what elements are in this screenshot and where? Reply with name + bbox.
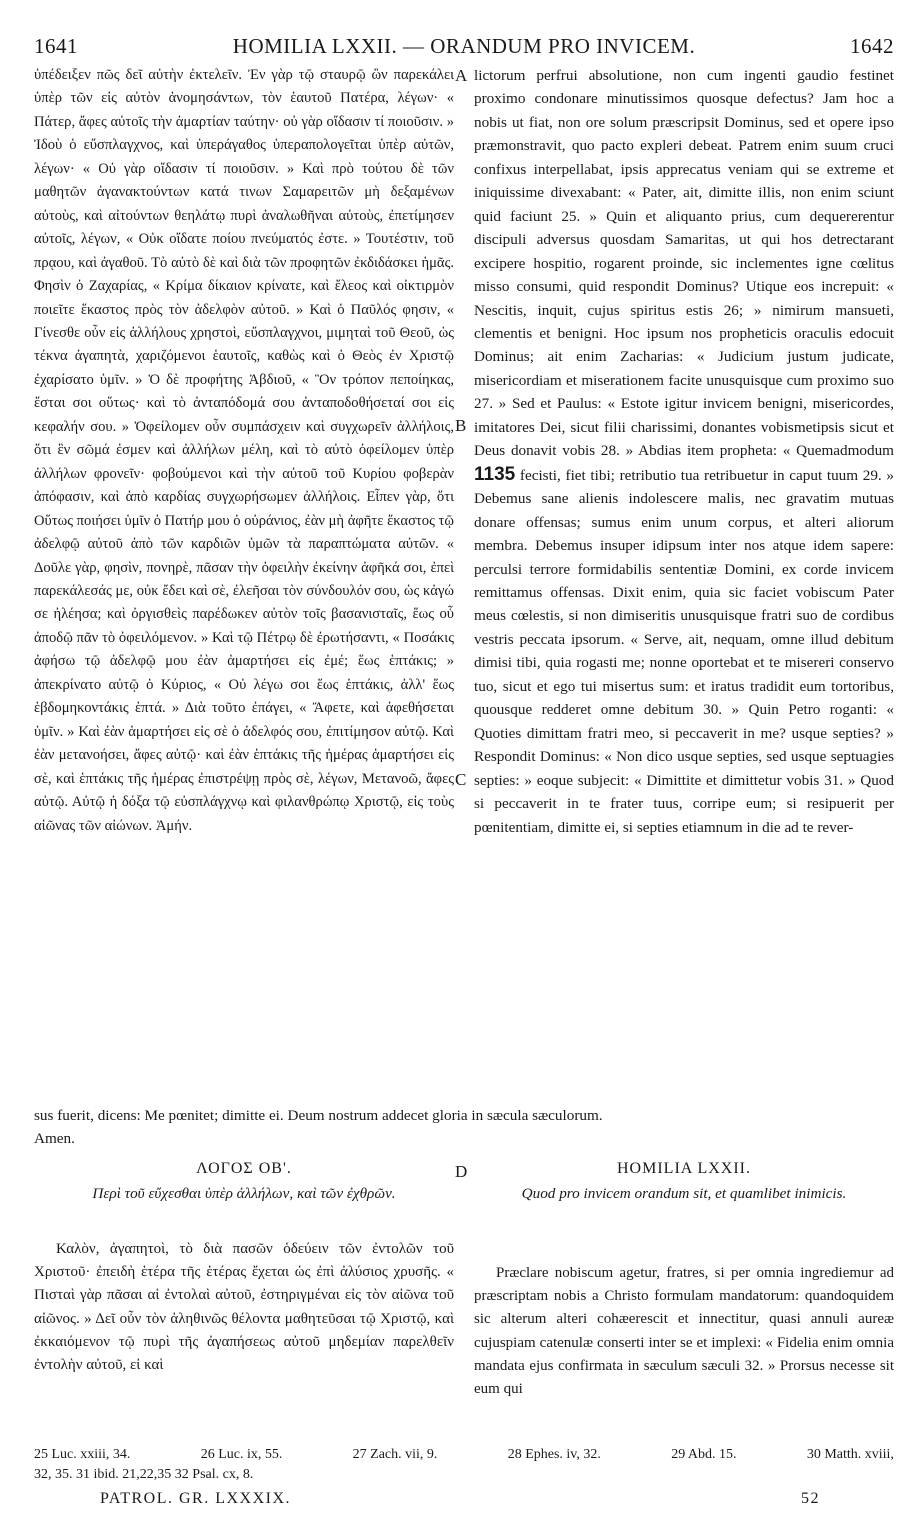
- greek-section-text: Καλὸν, ἀγαπητοὶ, τὸ διὰ πασῶν ὁδεύειν τῶν ἐντολῶν τοῦ Χριστοῦ· ἐπειδὴ ἑτέρα τῆς ἑτέρας ἔχεται ὡς ἐπὶ ἀλύσιος χρυσῆς. « Πισταὶ γὰρ πᾶσαι αἱ ἐντολαὶ αὐτοῦ, ἐστηριγμέναι εἰς τὸν αἰῶνα τοῦ αἰῶνος. » Δεῖ οὖν τὸν ἀληθινῶς θέλοντα μαθητεῦσαι τῷ Χριστῷ, καὶ ἐκκαιόμενον τῷ πυρὶ τῆς ἀγαπήσεως αὐτοῦ μηδεμίαν παρελθεῖν ἐντολὴν αὐτοῦ, εἰ καὶ: [34, 1241, 454, 1374]
- footnote: 29 Abd. 15.: [671, 1447, 737, 1462]
- page-title: HOMILIA LXXII. — ORANDUM PRO INVICEM.: [232, 34, 696, 58]
- section-marker-b: B: [455, 416, 467, 435]
- footnotes: [34, 1445, 894, 1485]
- closing-line: sus fuerit, dicens: Me pœnitet; dimitte ei. Deum nostrum addecet gloria in sæcula sæculorum.: [34, 1107, 603, 1124]
- footnote: 26 Luc. ix, 55.: [200, 1447, 283, 1462]
- section-marker-a: A: [455, 66, 468, 85]
- footnote: 30 Matth. xviii,: [806, 1447, 894, 1462]
- greek-section-heading: [34, 1160, 454, 1204]
- latin-text-part2: fecisti, fiet tibi; retributio tua retribuetur in caput tuum 29. » Debemus sane alienis indolescere malis, nec gravatim mutuas donare offensas; sumus enim unum corpus, et alteri aliorum membra. Debemus insuper idipsum inter nos atque idem sapere: perculsi terrore formidabilis sententiæ Domini, ex corde invicem remittamus offensas. Dixit enim, quia sic faciet vobiscum Pater meus cœlestis, si non dimiseritis unusquisque fratri suo de cordibus vestris peccata ipsorum. « Serve, ait, nequam, omne illud debitum dimisi tibi, quia rogasti me; nonne oportebat et te misereri conservo tuo, sicut et ego tui misertus sum: et iratus tradidit eum tortoribus, quousque redderet omne debitum 30. » Quin Petro roganti: « Quoties dimittam fratri meo, si peccaverit in me? usque septies? » Respondit Dominus: « Non dico usque septies, sed usque septuagies septies: » eoque subjecit: « Dimittite et dimittetur vobis 31. » Quod si peccaverit in te frater tuus, corripe eum; si resipuerit per pœnitentiam, dimitte ei, si septies etiamnum in die ad te rever-: [474, 466, 895, 836]
- amen: Amen.: [34, 1130, 75, 1147]
- section-marker-c: C: [455, 770, 467, 789]
- footnotes-line1: [34, 1445, 894, 1465]
- section-marker-d: D: [455, 1162, 468, 1181]
- latin-section-body: [474, 1262, 894, 1401]
- latin-text: [474, 64, 894, 839]
- greek-column: [34, 64, 454, 838]
- signature-number: 52: [801, 1490, 820, 1507]
- greek-section-body: [34, 1238, 454, 1377]
- greek-text: ὑπέδειξεν πῶς δεῖ αὐτὴν ἐκτελεῖν. Ἐν γὰρ τῷ σταυρῷ ὢν παρεκάλει ὑπὲρ τῶν εἰς αὐτὸν ἀνομησάντων, τὸν ἑαυτοῦ Πατέρα, λέγων· « Πάτερ, ἄφες αὐτοῖς τὴν ἁμαρτίαν ταύτην· οὐ γὰρ οἴδασιν τί ποιοῦσιν. » Ἰδοὺ ὁ εὔσπλαγχνος, καὶ ὑπεράγαθος ὑπεραπολογεῖται ὑπὲρ αὐτῶν, λέγων· « Οὐ γὰρ οἴδασιν τί ποιοῦσιν. » Καὶ πρὸ τούτου δὲ τῶν μαθητῶν ἀγανακτούντων κατά τινων Σαμαρειτῶν μὴ δεξαμένων αὐτοὺς, καὶ αἰτούντων θεηλάτῳ πυρὶ ἀναλωθῆναι αὐτοὺς, ἐπετίμησεν αὐτοῖς, λέγων, « Οὐκ οἴδατε ποίου πνεύματός ἐστε. » Τουτέστιν, τοῦ πρᾳου, καὶ ἀγαθοῦ. Τὸ αὐτὸ δὲ καὶ διὰ τῶν προφητῶν ἐκδιδάσκει ἡμᾶς. Φησὶν ὁ Ζαχαρίας, « Κρίμα δίκαιον κρίνατε, καὶ ἔλεος καὶ οἰκτιρμὸν ποιεῖτε ἕκαστος πρὸς τὸν ἀδελφὸν αὐτοῦ. » Καὶ ὁ Παῦλός φησιν, « Γίνεσθε οὖν εἰς ἀλλήλους χρηστοὶ, εὔσπλαγχνοι, μιμηταὶ τοῦ Θεοῦ, ὡς τέκνα ἀγαπητὰ, χαριζόμενοι ἑαυτοῖς, καθὼς καὶ ὁ Θεὸς ἐν Χριστῷ ἐχαρίσατο ὑμῖν. » Ὁ δὲ προφήτης Ἀβδιοῦ, « Ὃν τρόπον πεποίηκας, ἔσται σοι οὕτως· καὶ τὸ ἀνταπόδομά σου ἀνταποδοθήσεταί σοι εἰς κεφαλήν σου. » Ὀφείλομεν οὖν συμπάσχειν καὶ συγχωρεῖν ἀλλήλοις, ὅτι ἓν σῶμά ἐσμεν καὶ ἀλλήλων μέλη, καὶ τὸ αὐτὸ ὀφείλομεν ὑπὲρ ἀλλήλων φρονεῖν· φοβούμενοι καὶ τὴν αὐτοῦ τοῦ Κυρίου φοβερὰν ἀπόφασιν, καὶ ἀπὸ καρδίας συγχωρήσωμεν ἀλλήλοις. Εἶπεν γὰρ, ὅτι Οὕτως ποιήσει ὑμῖν ὁ Πατήρ μου ὁ οὐράνιος, ἐὰν μὴ ἀφῆτε ἕκαστος τῷ ἀδελφῷ αὐτοῦ ἀπὸ τῶν καρδιῶν ὑμῶν τὰ παραπτώματα αὐτῶν. « Δοῦλε γὰρ, φησὶν, πονηρὲ, πᾶσαν τὴν ὀφειλὴν ἐκείνην ἀφῆκά σοι, ἐπεὶ παρεκάλεσάς με, οὐκ ἔδει καὶ σὲ, ἐλεῆσαι τὸν σύνδουλόν σου, ὡς κἀγώ σε ἠλέησα; καὶ ὀργισθεὶς παρέδωκεν αὐτὸν τοῖς βασανισταῖς, ἕως οὗ ἀποδῷ πᾶν τὸ ὀφειλόμενον. » Καὶ τῷ Πέτρῳ δὲ ἐρωτήσαντι, « Ποσάκις ἀφήσω τῷ ἀδελφῷ μου ἐὰν ἁμαρτήσει εἰς ἐμέ; ἕως ἑπτάκις; » ἀπεκρίνατο αὐτῷ ὁ Κύριος, « Οὐ λέγω σοι ἕως ἑπτάκις, ἀλλ' ἕως ἑβδομηκοντάκις ἑπτά. » Διὰ τοῦτο ἐπάγει, « Ἄφετε, καὶ ἀφεθήσεται ὑμῖν. » Καὶ ἐὰν ἁμαρτήσει εἰς σὲ ὁ ἀδελφός σου, ἐπιτίμησον αὐτῷ. Καὶ ἐὰν μετανοήσει, ἄφες αὐτῷ· καὶ ἐὰν ἑπτάκις τῆς ἡμέρας ἁμαρτήσει εἰς σὲ, καὶ ἑπτάκις τῆς ἡμέρας ἐπιστρέψῃ πρὸς σὲ, λέγων, Μετανοῶ, ἄφες αὐτῷ. Αὐτῷ ἡ δόξα τῷ εὐσπλάγχνῳ καὶ φιλανθρώπῳ Χριστῷ, εἰς τοὺς αἰῶνας τῶν αἰώνων. Ἀμήν.: [34, 67, 454, 834]
- latin-heading: HOMILIA LXXII.: [617, 1160, 751, 1177]
- collection-signature: PATROL. GR. LXXXIX.: [100, 1490, 292, 1507]
- greek-heading: ΛΟΓΟΣ ΟΒ'.: [196, 1160, 292, 1177]
- latin-section-heading: [474, 1160, 894, 1204]
- footnote: 28 Ephes. iv, 32.: [507, 1447, 601, 1462]
- full-width-line: [34, 1104, 894, 1150]
- page-number-right: 1642: [850, 34, 894, 58]
- latin-column: [474, 64, 894, 839]
- latin-subheading: Quod pro invicem orandum sit, et quamlibet inimicis.: [521, 1185, 847, 1202]
- latin-section-text: Præclare nobiscum agetur, fratres, si per omnia ingrediemur ad præscriptam nobis a Christo formulam mandatorum: quandoquidem sic alterum alteri cohæerescit et innectitur, quasi annuli aureæ cujuspiam catenulæ conserti inter se et implexi: « Fidelia enim omnia mandata ejus confirmata in sæculum sæculi 32. » Prorsus necesse sit eum qui: [474, 1265, 894, 1398]
- page-footer: [100, 1490, 820, 1508]
- margin-number: 1135: [474, 463, 516, 485]
- page-number-left: 1641: [34, 34, 78, 58]
- page-header: [34, 34, 894, 64]
- footnote: 25 Luc. xxiii, 34.: [34, 1447, 131, 1462]
- footnote: 27 Zach. vii, 9.: [352, 1447, 438, 1462]
- footnotes-line2: 32, 35. 31 ibid. 21,22,35 32 Psal. cx, 8.: [34, 1467, 254, 1482]
- greek-subheading: Περὶ τοῦ εὔχεσθαι ὑπὲρ ἀλλήλων, καὶ τῶν ἐχθρῶν.: [92, 1185, 396, 1202]
- latin-text-part1: lictorum perfrui absolutione, non cum ingenti gaudio festinet proximo condonare minutissimos quosque defectus? Jam hoc a nobis ut fiat, non ore solum præscripsit Dominus, sed et opere ipso præmonstravit, quo pacto expleri debeat. Patrem enim suum cruci confixus interpellabat, ipsis apprecatus veniam qui se extreme et iniquissime divexabant: « Pater, ait, dimitte illis, non enim sciunt quid faciunt 25. » Quin et aliquanto prius, cum dequererentur discipuli adversus quosdam Samaritas, ut qui hos detrectarant excipere hospitio, rogarent proinde, sic inclementes igne cœlitus misso consumi, quid respondit Dominus? Utique eos increpuit: « Nescitis, inquit, cujus spiritus estis 26; » nimirum mansueti, clementis et benigni. Hoc ipsum nos propheticis oraculis edocuit Dominus; ait enim Zacharias: « Judicium justum judicate, misericordiam et miserationem facite unusquisque cum proximo suo 27. » Sed et Paulus: « Estote igitur invicem benigni, misericordes, imitatores Dei, sicut filii charissimi, donantes vobismetipsis sicut et Deus donavit vobis 28. » Abdias item propheta: « Quemadmodum: [474, 67, 894, 460]
